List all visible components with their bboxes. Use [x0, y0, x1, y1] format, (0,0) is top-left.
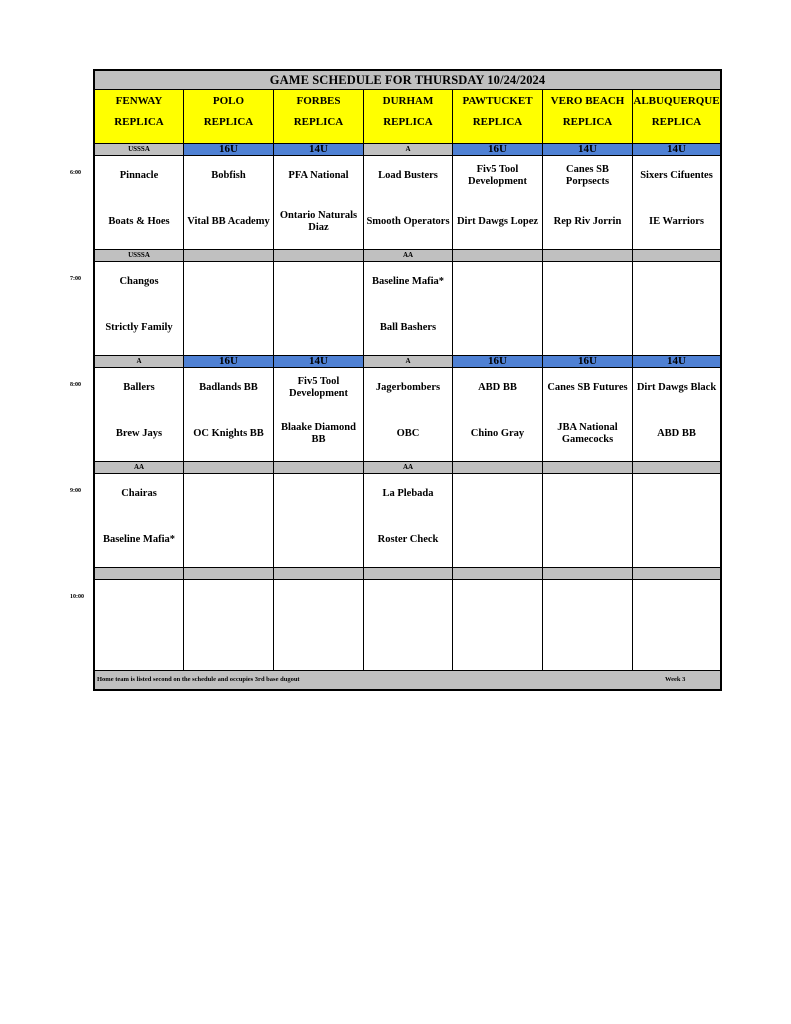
home-team	[453, 524, 542, 556]
game-cell	[453, 262, 543, 356]
week-label: Week 3	[665, 676, 686, 683]
away-team	[274, 584, 363, 616]
division-label	[453, 568, 543, 580]
home-team: OBC	[396, 427, 420, 439]
field-subtitle: REPLICA	[203, 116, 254, 128]
home-team: Ontario Naturals Diaz	[279, 209, 358, 233]
game-cell	[633, 368, 720, 462]
time-label: 7:00	[70, 276, 81, 282]
home-team: Blaake Diamond BB	[281, 421, 356, 445]
field-name: VERO BEACH	[550, 95, 625, 107]
away-team	[274, 266, 363, 298]
home-team: Boats & Hoes	[108, 215, 170, 227]
division-label: USSSA	[95, 144, 184, 156]
away-team: Badlands BB	[199, 381, 258, 393]
game-cell	[184, 474, 274, 568]
away-team: La Plebada	[382, 487, 434, 499]
away-team	[543, 584, 632, 616]
away-team: PFA National	[288, 169, 349, 181]
home-team	[274, 630, 363, 662]
away-team	[274, 478, 363, 510]
division-label: A	[364, 356, 453, 368]
home-team: Dirt Dawgs Lopez	[456, 215, 539, 227]
schedule-footer	[95, 670, 720, 689]
division-label: 16U	[184, 144, 274, 156]
home-team-note: Home team is listed second on the schedule and occupies 3rd base dugout	[97, 676, 300, 683]
away-team	[364, 584, 452, 616]
time-label: 6:00	[70, 170, 81, 176]
field-subtitle: REPLICA	[293, 116, 344, 128]
game-cell	[633, 580, 720, 674]
division-label: A	[95, 356, 184, 368]
home-team: OC Knights BB	[193, 427, 264, 439]
away-team	[543, 266, 632, 298]
division-label	[453, 462, 543, 474]
away-team: Changos	[119, 275, 159, 287]
division-label: AA	[364, 250, 453, 262]
division-label	[274, 568, 364, 580]
division-label: A	[364, 144, 453, 156]
game-cell	[543, 262, 633, 356]
division-label: 16U	[184, 356, 274, 368]
field-subtitle: REPLICA	[562, 116, 613, 128]
game-cell	[543, 580, 633, 674]
division-label	[274, 250, 364, 262]
game-cell	[95, 262, 184, 356]
field-header	[274, 89, 364, 144]
field-header	[453, 89, 543, 144]
away-team	[184, 478, 273, 510]
game-cell	[364, 262, 453, 356]
game-cell	[274, 262, 364, 356]
home-team: IE Warriors	[649, 215, 704, 227]
time-label: 9:00	[70, 488, 81, 494]
field-name: PAWTUCKET	[462, 95, 533, 107]
schedule-grid	[95, 71, 720, 689]
home-team	[633, 524, 720, 556]
home-team: Smooth Operators	[366, 215, 450, 227]
schedule-sheet	[93, 69, 722, 691]
game-cell	[184, 580, 274, 674]
field-header	[543, 89, 633, 144]
game-cell	[184, 262, 274, 356]
home-team	[364, 630, 452, 662]
game-cell	[453, 156, 543, 250]
game-cell	[543, 156, 633, 250]
division-label	[453, 250, 543, 262]
field-name: POLO	[212, 95, 245, 107]
home-team: Roster Check	[377, 533, 439, 545]
game-cell	[453, 368, 543, 462]
game-cell	[95, 156, 184, 250]
away-team	[453, 478, 542, 510]
division-label	[543, 250, 633, 262]
field-header	[633, 89, 720, 144]
field-subtitle: REPLICA	[472, 116, 523, 128]
away-team: Pinnacle	[119, 169, 159, 181]
division-label	[184, 250, 274, 262]
division-label	[95, 568, 184, 580]
home-team	[95, 630, 183, 662]
field-header	[184, 89, 274, 144]
away-team: Ballers	[123, 381, 155, 393]
field-subtitle: REPLICA	[651, 116, 702, 128]
away-team	[184, 266, 273, 298]
game-cell	[633, 262, 720, 356]
game-cell	[364, 156, 453, 250]
home-team: Strictly Family	[105, 321, 173, 333]
away-team	[633, 584, 720, 616]
division-label: USSSA	[95, 250, 184, 262]
away-team	[453, 584, 542, 616]
division-label: 14U	[274, 144, 364, 156]
home-team	[184, 312, 273, 344]
away-team	[184, 584, 273, 616]
field-header	[95, 89, 184, 144]
away-team: ABD BB	[478, 381, 517, 393]
time-label: 8:00	[70, 382, 81, 388]
division-label	[184, 462, 274, 474]
away-team: Bobfish	[211, 169, 246, 181]
division-label	[364, 568, 453, 580]
away-team: Dirt Dawgs Black	[636, 381, 717, 393]
division-label: 16U	[453, 144, 543, 156]
away-team	[633, 478, 720, 510]
field-name: FORBES	[296, 95, 341, 107]
division-label: 16U	[543, 356, 633, 368]
home-team	[184, 524, 273, 556]
game-cell	[633, 474, 720, 568]
division-label: 14U	[543, 144, 633, 156]
field-name: ALBUQUERQUE	[633, 95, 720, 107]
division-label: 16U	[453, 356, 543, 368]
field-subtitle: REPLICA	[114, 116, 164, 128]
home-team	[274, 312, 363, 344]
home-team: Rep Riv Jorrin	[553, 215, 622, 227]
game-cell	[274, 156, 364, 250]
division-label	[543, 568, 633, 580]
home-team	[274, 524, 363, 556]
home-team	[633, 312, 720, 344]
game-cell	[453, 474, 543, 568]
home-team	[184, 630, 273, 662]
game-cell	[184, 156, 274, 250]
schedule-title: GAME SCHEDULE FOR THURSDAY 10/24/2024	[95, 71, 720, 90]
game-cell	[633, 156, 720, 250]
home-team: Ball Bashers	[379, 321, 437, 333]
home-team	[453, 630, 542, 662]
away-team: Fiv5 Tool Development	[289, 375, 348, 399]
away-team: Baseline Mafia*	[371, 275, 445, 287]
game-cell	[543, 474, 633, 568]
division-label	[184, 568, 274, 580]
home-team: Vital BB Academy	[187, 215, 270, 227]
game-cell	[364, 368, 453, 462]
home-team: ABD BB	[657, 427, 696, 439]
field-header	[364, 89, 453, 144]
away-team: Canes SB Futures	[547, 381, 628, 393]
away-team	[633, 266, 720, 298]
game-cell	[543, 368, 633, 462]
division-label: 14U	[633, 144, 720, 156]
field-name: FENWAY	[115, 95, 163, 107]
game-cell	[453, 580, 543, 674]
away-team: Chairas	[121, 487, 157, 499]
game-cell	[274, 474, 364, 568]
division-label: AA	[95, 462, 184, 474]
division-label: 14U	[633, 356, 720, 368]
game-cell	[274, 368, 364, 462]
away-team	[543, 478, 632, 510]
home-team	[543, 312, 632, 344]
division-label	[633, 462, 720, 474]
home-team	[453, 312, 542, 344]
away-team: Jagerbombers	[375, 381, 441, 393]
home-team: Chino Gray	[470, 427, 525, 439]
division-label	[633, 568, 720, 580]
time-label: 10:00	[70, 594, 84, 600]
away-team: Sixers Cifuentes	[640, 169, 713, 181]
game-cell	[274, 580, 364, 674]
game-cell	[364, 580, 453, 674]
game-cell	[95, 580, 184, 674]
game-cell	[95, 474, 184, 568]
home-team: Baseline Mafia*	[102, 533, 176, 545]
away-team: Fiv5 Tool Development	[468, 163, 527, 187]
division-label	[543, 462, 633, 474]
game-cell	[95, 368, 184, 462]
home-team: JBA National Gamecocks	[557, 421, 618, 445]
game-cell	[184, 368, 274, 462]
home-team	[633, 630, 720, 662]
division-label	[633, 250, 720, 262]
away-team: Canes SB Porpsects	[565, 163, 610, 187]
division-label: 14U	[274, 356, 364, 368]
home-team: Brew Jays	[115, 427, 163, 439]
field-subtitle: REPLICA	[383, 116, 433, 128]
away-team: Load Busters	[378, 169, 438, 181]
home-team	[543, 630, 632, 662]
game-cell	[364, 474, 453, 568]
home-team	[543, 524, 632, 556]
away-team	[453, 266, 542, 298]
away-team	[95, 584, 183, 616]
field-name: DURHAM	[382, 95, 434, 107]
division-label	[274, 462, 364, 474]
division-label: AA	[364, 462, 453, 474]
